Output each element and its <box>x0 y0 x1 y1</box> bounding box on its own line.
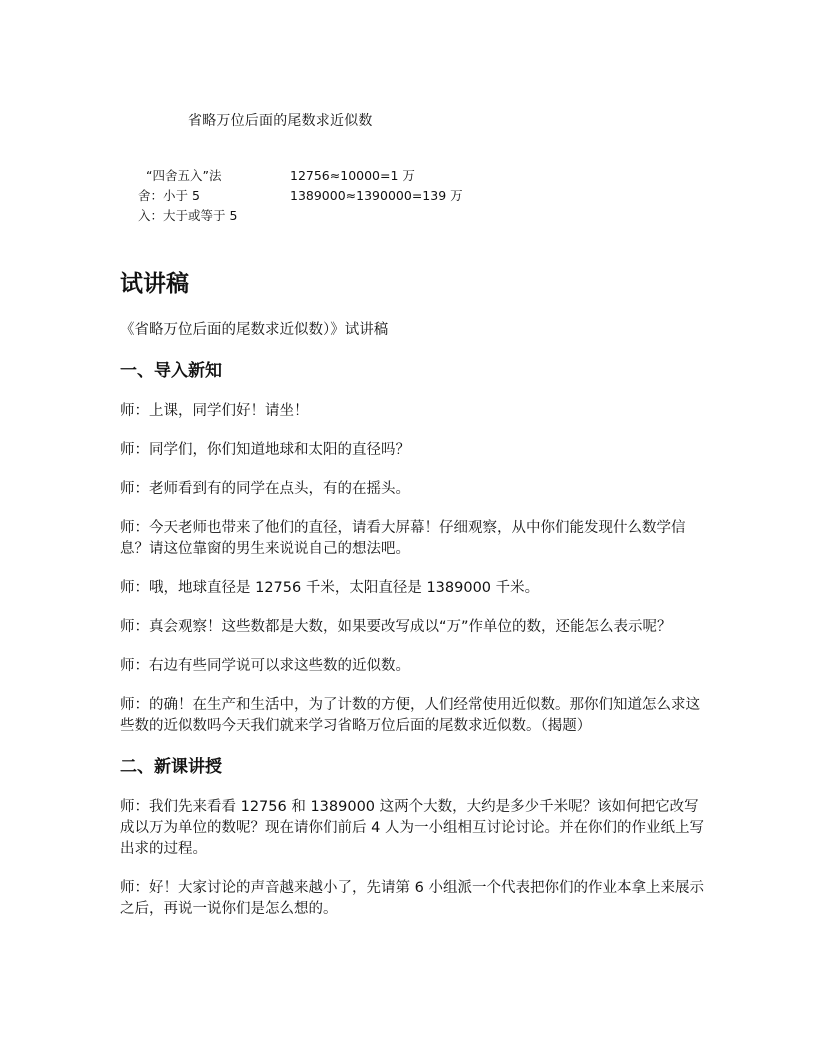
paragraph: 师：我们先来看看 12756 和 1389000 这两个大数，大约是多少千米呢？该如何把它改写成以万为单位的数呢？现在请你们前后 4 人为一小组相互讨论讨论。并在你们的作业纸上写出求的过程。 <box>120 799 704 857</box>
board-rule-she: 舍：小于 5 <box>138 188 200 203</box>
board-rule-label: “四舍五入”法 <box>146 168 222 183</box>
blackboard-image <box>0 0 816 240</box>
document-body <box>120 320 710 938</box>
paragraph: 师：老师看到有的同学在点头，有的在摇头。 <box>120 481 410 497</box>
section-heading-lesson: 二、新课讲授 <box>120 757 222 777</box>
section-heading-intro: 一、导入新知 <box>120 361 222 381</box>
paragraph: 师：好！大家讨论的声音越来越小了，先请第 6 小组派一个代表把你们的作业本拿上来展示之后，再说一说你们是怎么想的。 <box>120 880 704 917</box>
document-subtitle: 《省略万位后面的尾数求近似数）》试讲稿 <box>120 322 389 338</box>
paragraph: 师：的确！在生产和生活中，为了计数的方便，人们经常使用近似数。那你们知道怎么求这些数的近似数吗今天我们就来学习省略万位后面的尾数求近似数。（揭题） <box>120 697 700 734</box>
paragraph: 师：哦，地球直径是 12756 千米，太阳直径是 1389000 千米。 <box>120 580 540 596</box>
board-example-2: 1389000≈1390000=139 万 <box>290 188 463 203</box>
paragraph: 师：右边有些同学说可以求这些数的近似数。 <box>120 658 410 674</box>
board-rule-ru: 入：大于或等于 5 <box>138 208 238 223</box>
document-title: 试讲稿 <box>120 271 189 297</box>
paragraph: 师：上课，同学们好！请坐！ <box>120 403 309 419</box>
paragraph: 师：今天老师也带来了他们的直径，请看大屏幕！仔细观察，从中你们能发现什么数学信息？请这位靠窗的男生来说说自己的想法吧。 <box>120 520 686 557</box>
board-title: 省略万位后面的尾数求近似数 <box>188 113 373 129</box>
board-example-1: 12756≈10000=1 万 <box>290 168 415 183</box>
paragraph: 师：真会观察！这些数都是大数，如果要改写成以“万”作单位的数，还能怎么表示呢？ <box>120 619 672 635</box>
paragraph: 师：同学们，你们知道地球和太阳的直径吗？ <box>120 442 410 458</box>
